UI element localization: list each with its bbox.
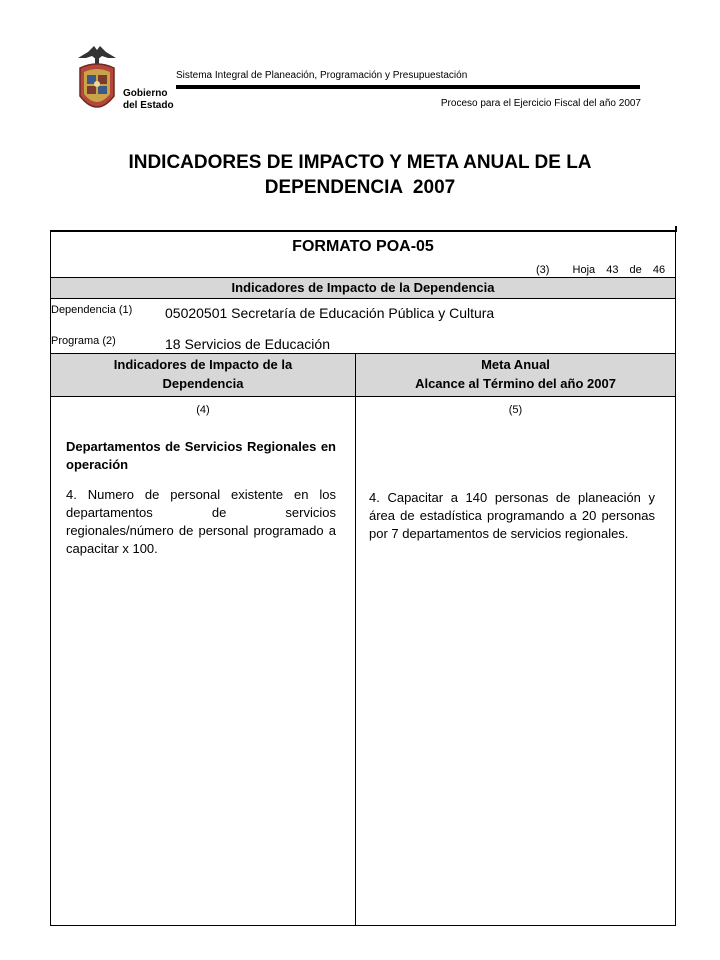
column-header-indicators <box>51 355 355 393</box>
column-divider <box>355 353 356 926</box>
logo-caption-line1: Gobierno <box>123 88 168 99</box>
section-title: Indicadores de Impacto de la Dependencia <box>51 277 675 299</box>
state-coat-of-arms-logo <box>74 44 120 120</box>
sheet-label: Hoja <box>572 264 596 276</box>
page-title <box>60 150 660 200</box>
column-number-4: (4) <box>196 404 210 416</box>
column-header-indicators-line2: Dependencia <box>162 376 244 391</box>
column-number-5: (5) <box>508 404 523 416</box>
form-code: FORMATO POA-05 <box>292 238 434 255</box>
page-title-line1: INDICADORES DE IMPACTO Y META ANUAL DE LA <box>128 152 592 173</box>
column-header-goal-line1: Meta Anual <box>481 357 550 372</box>
dependencia-label: Dependencia (1) <box>51 304 133 316</box>
sheet-number: 43 <box>606 264 619 276</box>
column-header-band <box>51 353 675 397</box>
form-frame <box>50 230 676 926</box>
indicator-text: 4. Numero de personal existente en los departamentos de servicios regionales/número de personal programado a capacitar x 100. <box>66 487 336 556</box>
logo-caption <box>123 88 174 112</box>
frame-corner-mark <box>675 226 677 232</box>
column-header-goal-line2: Alcance al Término del año 2007 <box>415 376 616 391</box>
programa-value: 18 Servicios de Educación <box>165 336 330 352</box>
header-rule <box>176 85 640 89</box>
department-title: Departamentos de Servicios Regionales en operación <box>66 439 336 472</box>
system-name: Sistema Integral de Planeación, Programación y Presupuestación <box>176 70 468 81</box>
sheet-ref: (3) <box>536 264 550 276</box>
goal-text: 4. Capacitar a 140 personas de planeación y área de estadística programando a 20 personas por 7 departamentos de servicios regionales. <box>369 490 655 541</box>
sheet-of: de <box>629 264 642 276</box>
process-label: Proceso para el Ejercicio Fiscal del año 2007 <box>440 98 641 109</box>
sheet-total: 46 <box>652 264 666 276</box>
column-header-goal <box>356 355 675 393</box>
column-header-indicators-line1: Indicadores de Impacto de la <box>113 357 293 372</box>
dependencia-value: 05020501 Secretaría de Educación Pública y Cultura <box>165 305 495 321</box>
programa-label: Programa (2) <box>51 335 116 347</box>
sheet-indicator <box>536 264 665 276</box>
page-title-line2: DEPENDENCIA 2007 <box>264 177 456 198</box>
logo-caption-line2: del Estado <box>123 100 174 111</box>
